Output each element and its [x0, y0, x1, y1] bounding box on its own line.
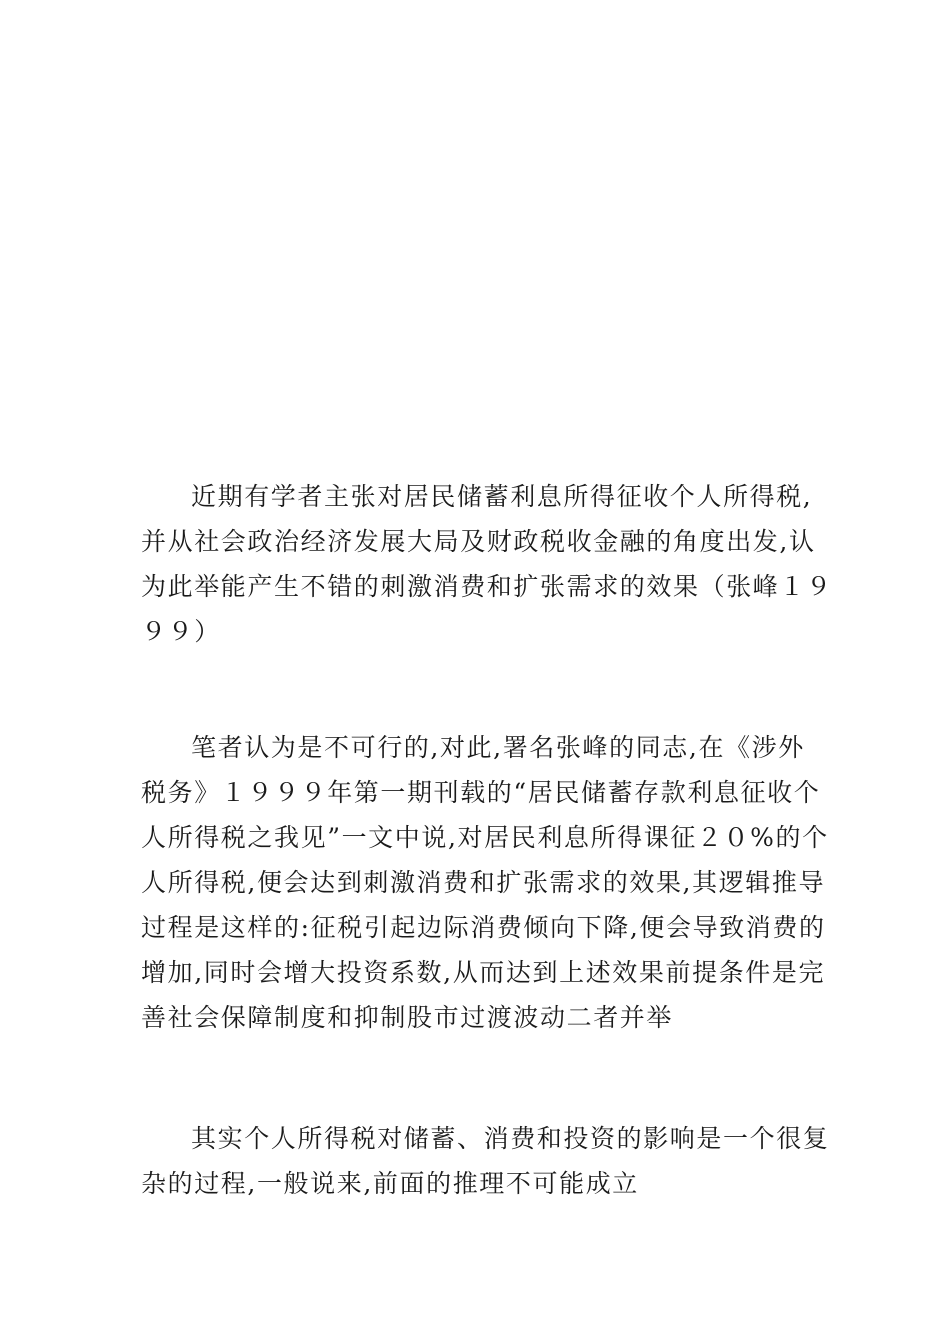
paragraph-line: 并从社会政治经济发展大局及财政税收金融的角度出发,认 — [141, 527, 816, 556]
paragraph-line: 其实个人所得税对储蓄、消费和投资的影响是一个很复 — [191, 1124, 830, 1153]
paragraph-line: 杂的过程,一般说来,前面的推理不可能成立 — [141, 1169, 639, 1198]
paragraph-line: 过程是这样的:征税引起边际消费倾向下降,便会导致消费的 — [141, 913, 826, 942]
paragraph-line: 笔者认为是不可行的,对此,署名张峰的同志,在《涉外 — [191, 733, 805, 762]
paragraph-line: 增加,同时会增大投资系数,从而达到上述效果前提条件是完 — [141, 958, 826, 987]
paragraph-line: 善社会保障制度和抑制股市过渡波动二者并举 — [141, 1003, 674, 1032]
paragraph-2 — [141, 725, 829, 1040]
paragraph-line: 人所得税之我见”一文中说,对居民利息所得课征２０%的个 — [141, 823, 829, 852]
paragraph-1 — [141, 474, 833, 654]
paragraph-line: 税务》１９９９年第一期刊载的“居民储蓄存款利息征收个 — [141, 778, 821, 807]
paragraph-3 — [141, 1116, 830, 1206]
paragraph-line: 近期有学者主张对居民储蓄利息所得征收个人所得税, — [191, 482, 813, 511]
paragraph-line: 为此举能产生不错的刺激消费和扩张需求的效果（张峰１９ — [141, 572, 833, 601]
paragraph-line: 人所得税,便会达到刺激消费和扩张需求的效果,其逻辑推导 — [141, 868, 826, 897]
paragraph-line: ９９） — [141, 617, 221, 646]
